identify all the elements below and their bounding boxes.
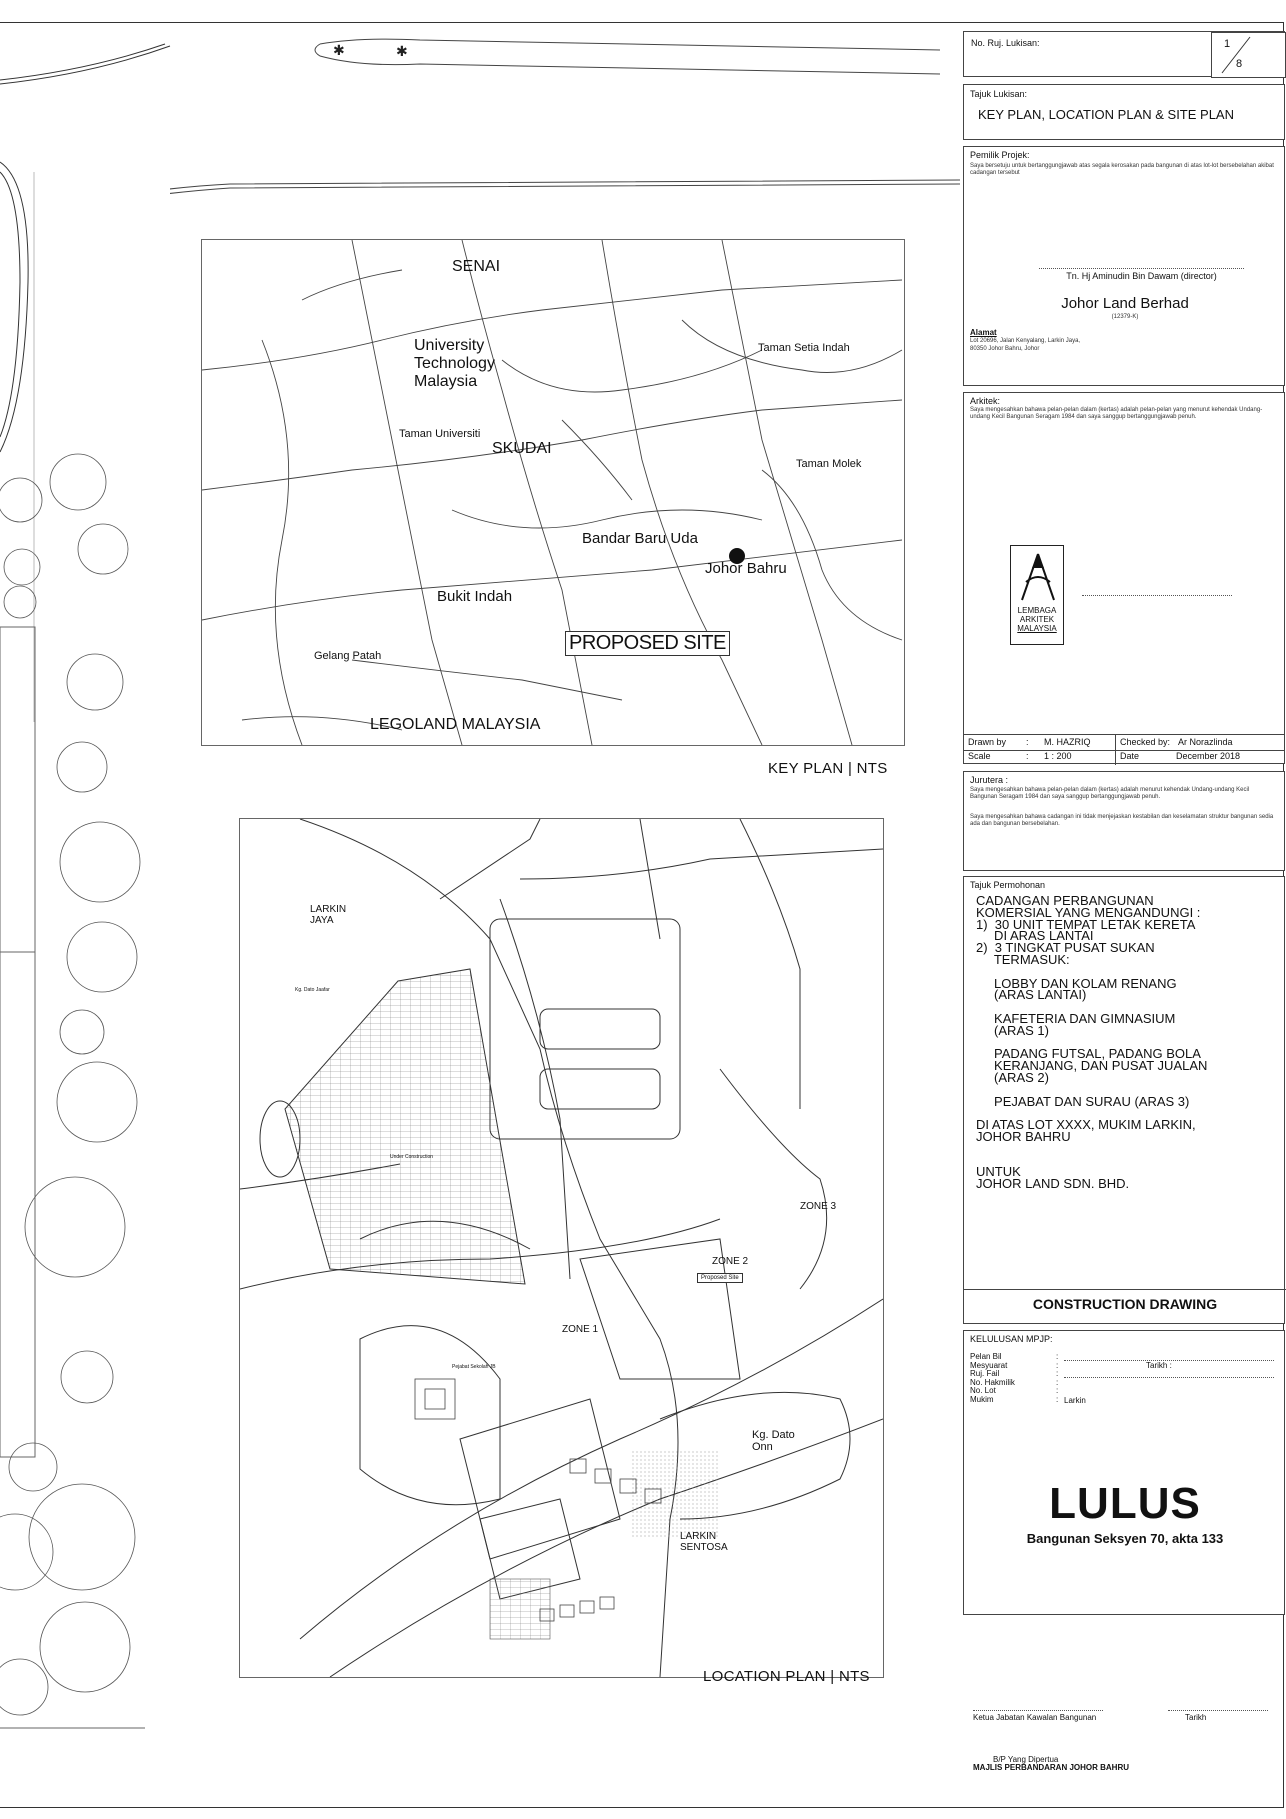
svg-text:✱: ✱ xyxy=(333,42,345,58)
application-line: (ARAS 2) xyxy=(976,1069,1049,1085)
owner-signature-line xyxy=(1039,267,1244,269)
application-line: JOHOR BAHRU xyxy=(976,1128,1071,1144)
pejabat-label: Pejabat Sekolah JB xyxy=(452,1364,496,1370)
top-roads xyxy=(170,22,970,212)
larkin-jaya-label: LARKIN JAYA xyxy=(310,904,347,926)
application-line: DI ATAS LOT XXXX, MUKIM LARKIN, xyxy=(976,1117,1196,1133)
drawing-no-label: No. Ruj. Lukisan: xyxy=(971,38,1040,48)
lam-logo-icon xyxy=(1018,552,1058,602)
approval-label: KELULUSAN MPJP: xyxy=(970,1334,1053,1344)
owner-label: Pemilik Projek: xyxy=(970,150,1030,160)
application-line: (ARAS 1) xyxy=(976,1022,1049,1038)
location-plan-caption: LOCATION PLAN | NTS xyxy=(703,1668,870,1685)
approval-box: KELULUSAN MPJP: Pelan Bil Mesyuarat Ruj. Fail No. Hakmilik No. Lot Mukim : : : : : : Tarikh : Larkin LULUS Bangunan Seksyen 70, akta 133 xyxy=(963,1330,1285,1615)
engineer-box xyxy=(963,771,1285,871)
svg-text:✱: ✱ xyxy=(396,43,408,59)
architect-statement: Saya mengesahkan bahawa pelan-pelan dalam (kertas) adalah pelan-pelan yang menurut kehendak Undang-undang Kecil Bangunan Seragam 1984 dan saya sanggup bertanggungjawab penuh. xyxy=(970,407,1263,420)
site-plan-fragment xyxy=(0,22,230,1817)
zone3-label: ZONE 3 xyxy=(800,1201,837,1212)
owner-box xyxy=(963,146,1285,386)
application-line xyxy=(976,1143,1207,1155)
scale-value: 1 : 200 xyxy=(1044,751,1072,761)
address-line2: 80350 Johor Bahru, Johor xyxy=(970,346,1040,352)
drawing-title-box xyxy=(963,84,1285,140)
bandar-baru-uda-label: Bandar Baru Uda xyxy=(582,530,698,547)
owner-signatory: Tn. Hj Aminudin Bin Dawam (director) xyxy=(1066,271,1217,281)
larkin-sentosa-label: LARKIN SENTOSA xyxy=(680,1531,728,1553)
skudai-label: SKUDAI xyxy=(492,440,552,457)
under-construction-label: Under Construction xyxy=(390,1154,434,1160)
legoland-label: LEGOLAND MALAYSIA xyxy=(370,716,541,733)
approval-field-label: Pelan Bil xyxy=(970,1352,1002,1361)
address-line1: Lot 20696, Jalan Kenyalang, Larkin Jaya, xyxy=(970,338,1081,344)
application-line: JOHOR LAND SDN. BHD. xyxy=(976,1176,1130,1192)
application-line: (ARAS LANTAI) xyxy=(976,987,1087,1003)
gelang-patah-label: Gelang Patah xyxy=(314,650,382,662)
key-plan-map xyxy=(201,239,905,746)
mukim-value: Larkin xyxy=(1064,1395,1086,1405)
zone1-label: ZONE 1 xyxy=(562,1324,599,1335)
sheet-number-box xyxy=(1211,32,1286,78)
application-line: TERMASUK: xyxy=(976,951,1070,967)
sheet-total: 8 xyxy=(1236,58,1243,70)
date-label: Date xyxy=(1120,751,1140,761)
application-line: PEJABAT DAN SURAU (ARAS 3) xyxy=(976,1093,1190,1109)
lam-logo-line2: ARKITEK xyxy=(1019,615,1055,624)
taman-setia-label: Taman Setia Indah xyxy=(758,342,850,354)
kg-dato-jaafar-label: Kg. Dato Jaafar xyxy=(295,987,330,993)
owner-reg: (12379-K) xyxy=(1111,314,1139,320)
approval-field-label: No. Hakmilik xyxy=(970,1377,1015,1387)
drawing-title-label: Tajuk Lukisan: xyxy=(970,89,1028,99)
bukit-indah-label: Bukit Indah xyxy=(437,588,513,605)
sign-right-label: Tarikh xyxy=(1185,1713,1207,1722)
application-line: PADANG FUTSAL, PADANG BOLA xyxy=(976,1046,1201,1062)
checked-by: Ar Norazlinda xyxy=(1178,737,1233,747)
application-line: KERANJANG, DAN PUSAT JUALAN xyxy=(976,1058,1208,1074)
construction-drawing-label: CONSTRUCTION DRAWING xyxy=(1032,1296,1218,1312)
taman-molek-label: Taman Molek xyxy=(796,458,862,470)
proposed-site-label: PROPOSED SITE xyxy=(565,631,730,656)
application-line: DI ARAS LANTAI xyxy=(976,928,1094,944)
utm-label: University Technology Malaysia xyxy=(414,337,495,390)
application-label: Tajuk Permohonan xyxy=(970,880,1046,890)
application-line: 1) 30 UNIT TEMPAT LETAK KERETA xyxy=(976,916,1196,932)
lam-logo-line3: MALAYSIA xyxy=(1017,624,1057,633)
application-box xyxy=(963,876,1285,1324)
architect-signature-line xyxy=(1082,594,1232,596)
scale-label: Scale xyxy=(968,751,991,761)
approval-fields xyxy=(970,1353,1015,1404)
engineer-statement1: Saya mengesahkan bahawa pelan-pelan dalam (kertas) adalah menurut kehendak Undang-undang Kecil Bangunan Seragam 1984 dan saya sanggup bertanggungjawab penuh. xyxy=(970,787,1250,800)
application-line: KOMERSIAL YANG MENGANDUNGI : xyxy=(976,904,1201,920)
application-line: UNTUK xyxy=(976,1164,1021,1180)
approval-stamp: LULUS xyxy=(1049,1479,1201,1528)
key-plan-caption: KEY PLAN | NTS xyxy=(768,760,888,777)
location-plan-map xyxy=(239,818,884,1678)
sign-left-label: Ketua Jabatan Kawalan Bangunan xyxy=(973,1713,1097,1722)
title-block xyxy=(963,28,1285,1804)
senai-label: SENAI xyxy=(452,258,501,275)
taman-universiti-label: Taman Universiti xyxy=(399,428,481,440)
tarikh-label: Tarikh : xyxy=(1146,1361,1172,1370)
kg-dato-onn-label: Kg. Dato Onn xyxy=(752,1429,795,1453)
drawn-by: M. HAZRIQ xyxy=(1044,737,1091,747)
sheet-number: 1 xyxy=(1224,38,1231,50)
approval-stamp-subtitle: Bangunan Seksyen 70, akta 133 xyxy=(1026,1531,1224,1546)
application-line: KAFETERIA DAN GIMNASIUM xyxy=(976,1010,1176,1026)
drawn-by-label: Drawn by xyxy=(968,737,1007,747)
location-plan-roads xyxy=(240,819,883,1677)
engineer-statement2: Saya mengesahkan bahawa cadangan ini tidak menjejaskan kestabilan dan keselamatan struktur bangunan sedia ada dan bangunan bersebelahan. xyxy=(970,814,1274,827)
scale-row: Scale : 1 : 200 Date December 2018 xyxy=(968,751,1241,761)
application-line: 2) 3 TINGKAT PUSAT SUKAN xyxy=(976,940,1155,956)
owner-company: Johor Land Berhad xyxy=(1061,295,1189,312)
footer-line1: B/P Yang Dipertua xyxy=(993,1755,1059,1764)
approval-field-label: Mesyuarat xyxy=(970,1360,1008,1370)
key-plan-roads xyxy=(202,240,904,745)
application-title xyxy=(976,895,1207,1190)
lam-logo xyxy=(1010,545,1064,645)
drawing-title: KEY PLAN, LOCATION PLAN & SITE PLAN xyxy=(978,107,1234,122)
zone2-label: ZONE 2 xyxy=(712,1256,749,1267)
proposed-site-marker: Proposed Site xyxy=(697,1273,743,1283)
trees xyxy=(0,454,140,1715)
engineer-label: Jurutera : xyxy=(970,775,1009,785)
date-value: December 2018 xyxy=(1176,751,1241,761)
johor-bahru-label: Johor Bahru xyxy=(705,560,787,577)
approval-field-label: Mukim xyxy=(970,1394,994,1404)
application-line: CADANGAN PERBANGUNAN xyxy=(976,893,1154,908)
architect-box xyxy=(963,392,1285,764)
approval-field-label: No. Lot xyxy=(970,1386,996,1395)
application-line: LOBBY DAN KOLAM RENANG xyxy=(976,975,1177,991)
address-label: Alamat xyxy=(970,328,997,337)
owner-statement: Saya bersetuju untuk bertanggungjawab atas segala kerosakan pada bangunan di atas lot-lot bersebelahan akibat cadangan tersebut xyxy=(970,163,1274,176)
checked-by-label: Checked by: xyxy=(1120,737,1171,747)
architect-label: Arkitek: xyxy=(970,396,1001,406)
approval-field-label: Ruj. Fail xyxy=(970,1369,1000,1378)
lam-logo-line1: LEMBAGA xyxy=(1017,606,1057,615)
drawn-row: Drawn by : M. HAZRIQ Checked by: Ar Norazlinda xyxy=(964,734,1284,751)
drawing-number-box xyxy=(963,31,1285,77)
footer-line2: MAJLIS PERBANDARAN JOHOR BAHRU xyxy=(973,1763,1130,1772)
